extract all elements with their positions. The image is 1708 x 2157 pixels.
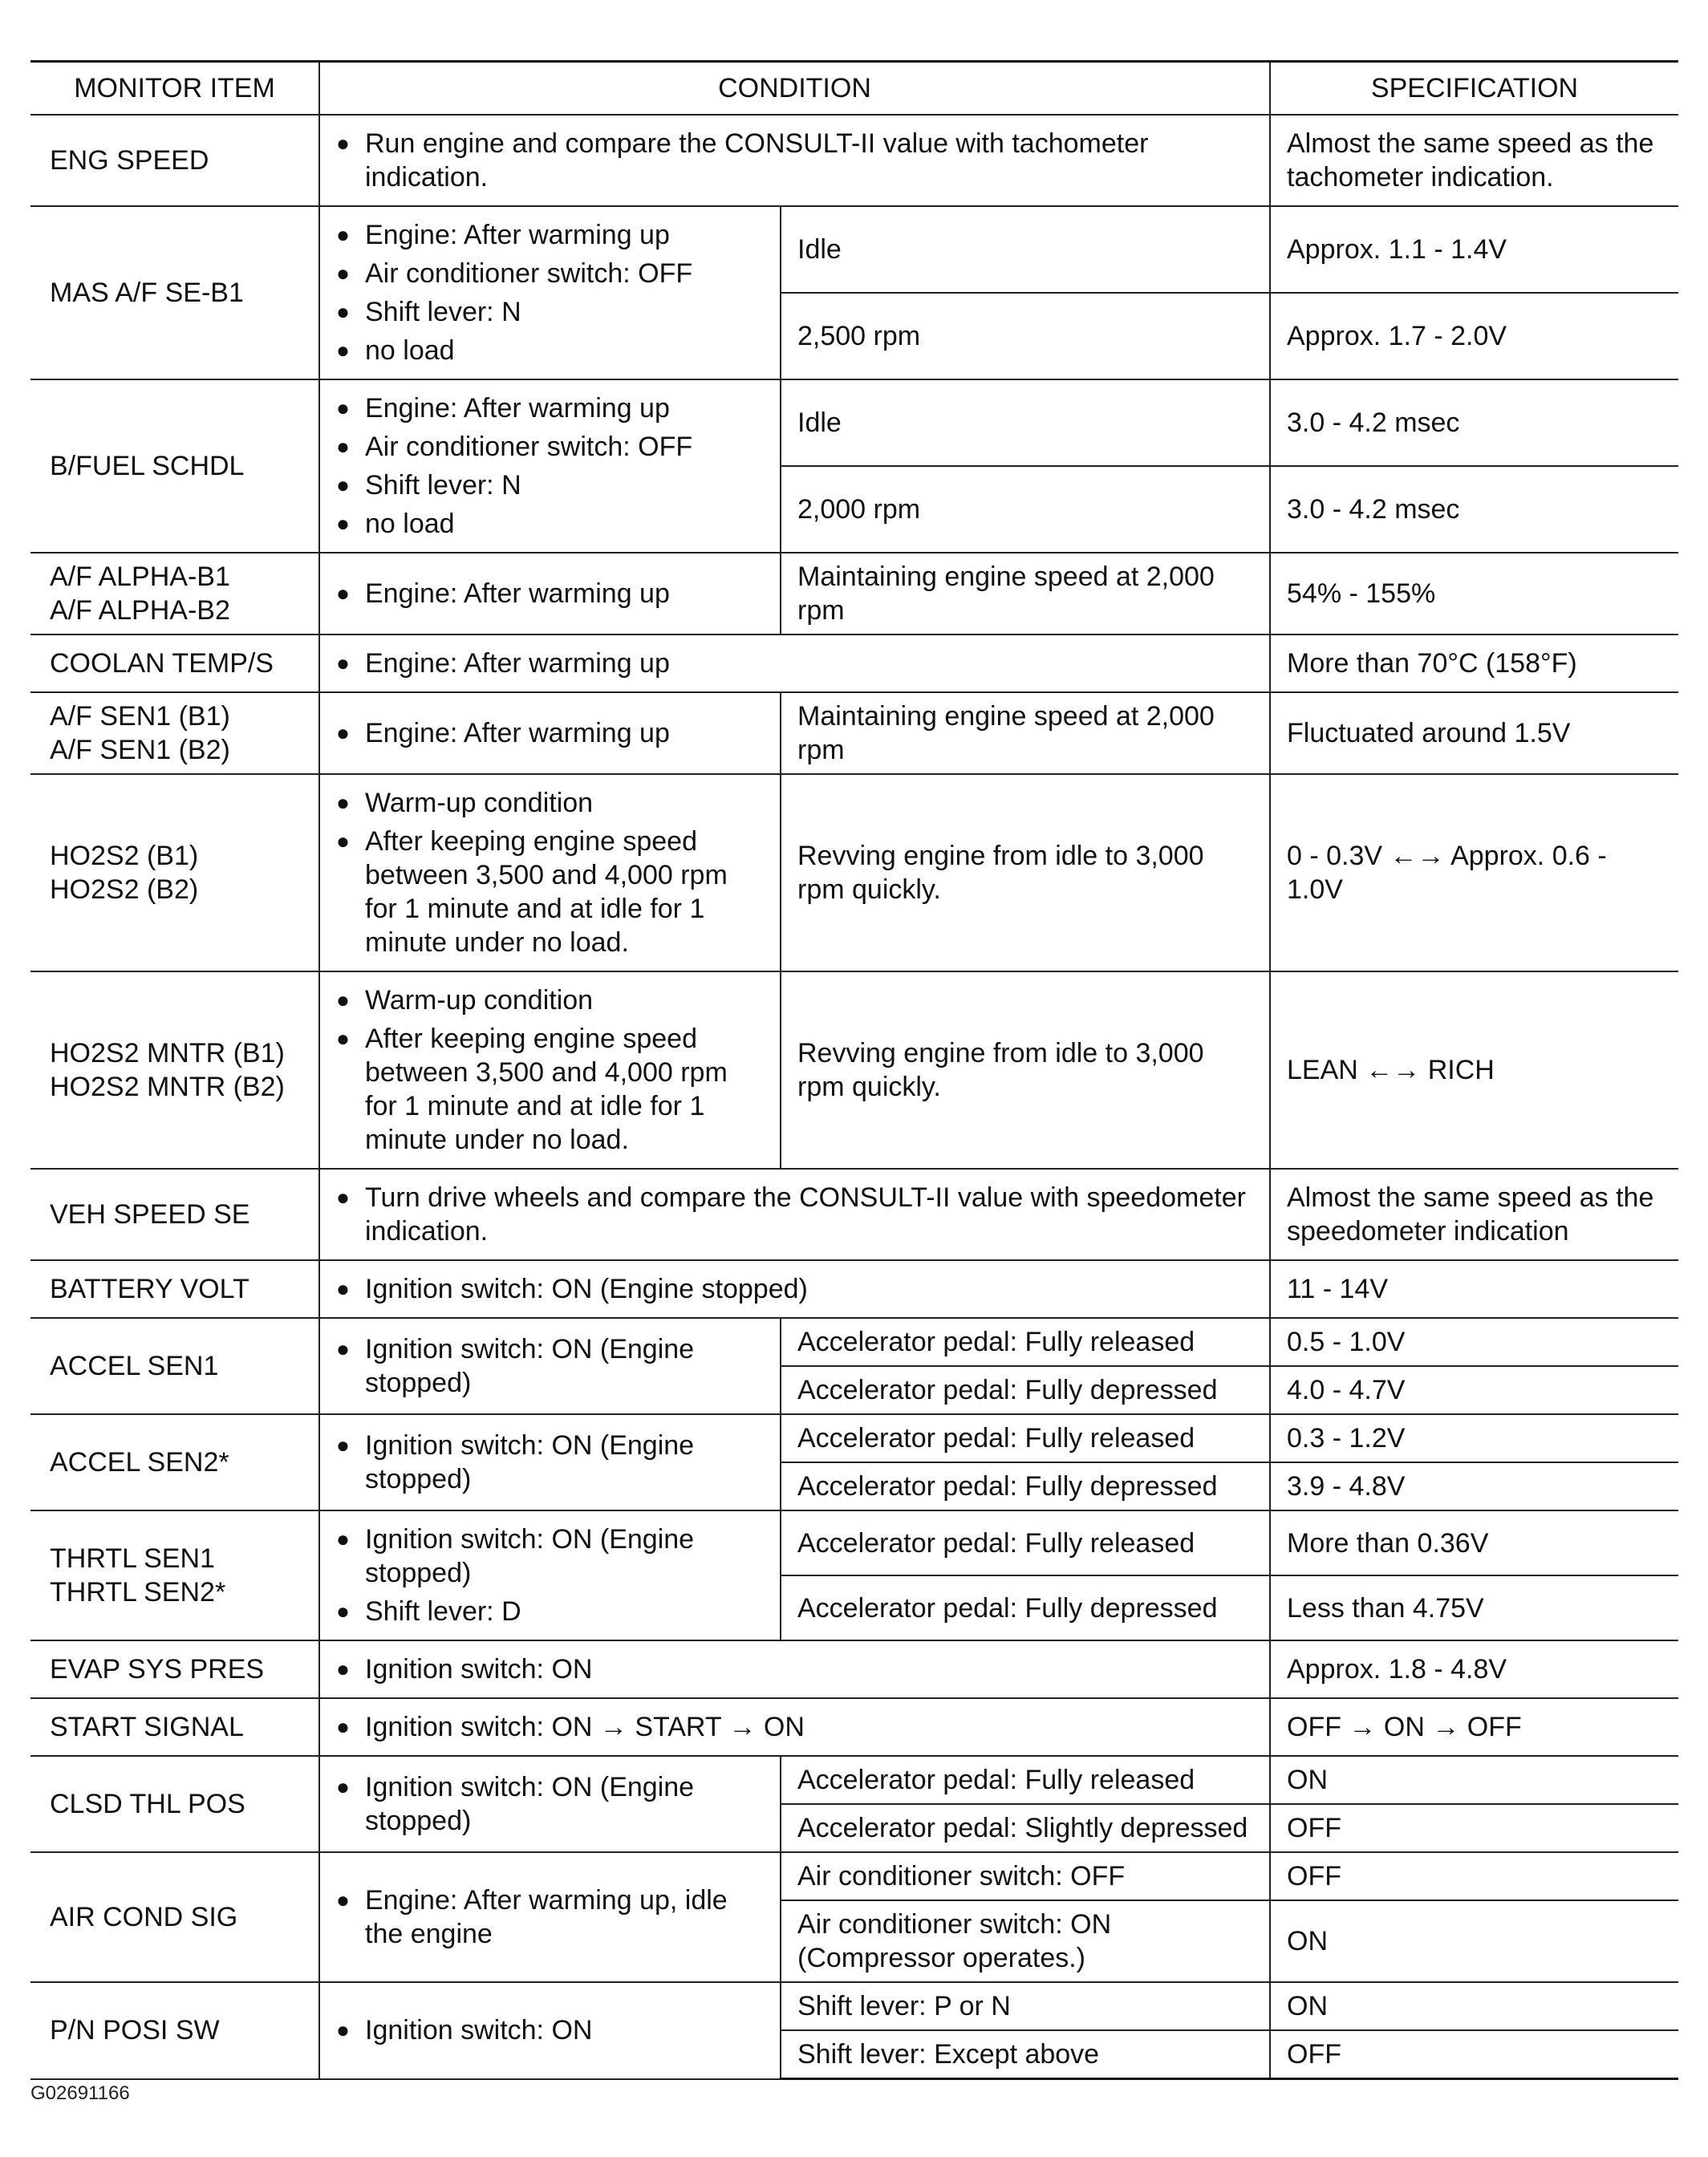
condition-cell (319, 1169, 1270, 1260)
table-row (30, 692, 1678, 774)
specification: 3.0 - 4.2 msec (1270, 466, 1678, 553)
monitor-item (30, 1756, 319, 1852)
condition-state: Accelerator pedal: Fully released (781, 1756, 1270, 1804)
monitor-item-name: BATTERY VOLT (50, 1274, 250, 1304)
condition-cell (319, 971, 781, 1169)
monitor-item-name: AIR COND SIG (50, 1902, 238, 1932)
condition-state: Accelerator pedal: Fully released (781, 1318, 1270, 1366)
condition-bullet: ● Air conditioner switch: OFF (336, 430, 764, 464)
condition-state: Shift lever: P or N (781, 1982, 1270, 2030)
monitor-item (30, 971, 319, 1169)
monitor-item (30, 692, 319, 774)
monitor-item (30, 1260, 319, 1318)
condition-cell (319, 1852, 781, 1982)
header-monitor-item: MONITOR ITEM (30, 62, 319, 116)
monitor-item (30, 635, 319, 692)
condition-bullet: ● no load (336, 334, 764, 367)
specification: Less than 4.75V (1270, 1575, 1678, 1640)
condition-state: Maintaining engine speed at 2,000 rpm (781, 692, 1270, 774)
table-row (30, 206, 1678, 293)
condition-state: Idle (781, 379, 1270, 466)
condition-cell (319, 553, 781, 635)
specification: 11 - 14V (1270, 1260, 1678, 1318)
condition-state: Idle (781, 206, 1270, 293)
condition-state: Revving engine from idle to 3,000 rpm quickly. (781, 971, 1270, 1169)
condition-bullet: ● Engine: After warming up (336, 577, 764, 610)
condition-bullet: ● Engine: After warming up (336, 716, 764, 750)
table-row (30, 1982, 1678, 2030)
condition-cell (319, 774, 781, 971)
condition-state: Accelerator pedal: Fully depressed (781, 1575, 1270, 1640)
specification: Approx. 1.8 - 4.8V (1270, 1640, 1678, 1698)
condition-cell (319, 1640, 1270, 1698)
monitor-item (30, 379, 319, 553)
monitor-item-name: HO2S2 (B2) (50, 874, 199, 905)
monitor-item-name: HO2S2 MNTR (B2) (50, 1072, 285, 1102)
condition-state: Maintaining engine speed at 2,000 rpm (781, 553, 1270, 635)
condition-state: Accelerator pedal: Fully depressed (781, 1462, 1270, 1510)
condition-bullet: ● Shift lever: D (336, 1595, 764, 1628)
specification: LEAN ←→ RICH (1270, 971, 1678, 1169)
condition-cell (319, 1260, 1270, 1318)
specification: Approx. 1.1 - 1.4V (1270, 206, 1678, 293)
monitor-item-name: A/F ALPHA-B2 (50, 595, 230, 626)
monitor-item (30, 1698, 319, 1756)
condition-bullet: ● After keeping engine speed between 3,500 and 4,000 rpm for 1 minute and at idle for 1 minute under no load. (336, 825, 764, 959)
specification: 3.0 - 4.2 msec (1270, 379, 1678, 466)
condition-state: Shift lever: Except above (781, 2030, 1270, 2079)
specification: ON (1270, 1982, 1678, 2030)
monitor-item-name: A/F ALPHA-B1 (50, 562, 230, 592)
monitor-item (30, 774, 319, 971)
condition-state: Accelerator pedal: Fully released (781, 1414, 1270, 1462)
condition-bullet: ● Engine: After warming up (336, 647, 1253, 680)
condition-bullet: ● Engine: After warming up (336, 218, 764, 252)
specification: ON (1270, 1900, 1678, 1982)
figure-code: G02691166 (30, 2082, 130, 2104)
monitor-item (30, 1318, 319, 1414)
table-row (30, 1756, 1678, 1804)
table-row (30, 1510, 1678, 1575)
table-row (30, 379, 1678, 466)
specification: Fluctuated around 1.5V (1270, 692, 1678, 774)
condition-bullet: ● Warm-up condition (336, 786, 764, 820)
condition-bullet: ● Ignition switch: ON (336, 2013, 764, 2047)
monitor-item-name: THRTL SEN1 (50, 1543, 215, 1574)
specification: OFF (1270, 2030, 1678, 2079)
condition-cell (319, 115, 1270, 206)
monitor-item-name: COOLAN TEMP/S (50, 648, 274, 679)
specification: 4.0 - 4.7V (1270, 1366, 1678, 1414)
header-condition: CONDITION (319, 62, 1270, 116)
monitor-item (30, 206, 319, 379)
table-body (30, 115, 1678, 2079)
table-row (30, 1169, 1678, 1260)
table-row (30, 1414, 1678, 1462)
specification: 0.5 - 1.0V (1270, 1318, 1678, 1366)
condition-bullet: ● Engine: After warming up (336, 391, 764, 425)
monitor-item (30, 1169, 319, 1260)
condition-state: Accelerator pedal: Fully depressed (781, 1366, 1270, 1414)
condition-cell (319, 635, 1270, 692)
condition-state: Air conditioner switch: ON (Compressor operates.) (781, 1900, 1270, 1982)
specification: Approx. 1.7 - 2.0V (1270, 293, 1678, 379)
monitor-item-name: HO2S2 MNTR (B1) (50, 1038, 285, 1068)
table-row (30, 1852, 1678, 1900)
condition-bullet: ● Shift lever: N (336, 468, 764, 502)
table-row (30, 1260, 1678, 1318)
condition-cell (319, 379, 781, 553)
condition-bullet: ● Ignition switch: ON (Engine stopped) (336, 1272, 1253, 1306)
monitor-item-name: B/FUEL SCHDL (50, 451, 245, 481)
condition-cell (319, 1756, 781, 1852)
condition-cell (319, 692, 781, 774)
header-row (30, 62, 1678, 116)
table-row (30, 635, 1678, 692)
condition-cell (319, 1698, 1270, 1756)
specification: 3.9 - 4.8V (1270, 1462, 1678, 1510)
condition-bullet: ● no load (336, 507, 764, 541)
condition-bullet: ● Turn drive wheels and compare the CONSULT-II value with speedometer indication. (336, 1181, 1253, 1248)
monitor-item-name: P/N POSI SW (50, 2015, 220, 2046)
condition-state: Revving engine from idle to 3,000 rpm quickly. (781, 774, 1270, 971)
table-row (30, 1640, 1678, 1698)
monitor-item (30, 115, 319, 206)
specification: ON (1270, 1756, 1678, 1804)
monitor-item-name: EVAP SYS PRES (50, 1654, 265, 1685)
monitor-item-name: ACCEL SEN1 (50, 1351, 219, 1381)
monitor-item-name: ENG SPEED (50, 145, 209, 176)
specification: Almost the same speed as the speedometer indication (1270, 1169, 1678, 1260)
header-specification: SPECIFICATION (1270, 62, 1678, 116)
monitor-spec-table (30, 60, 1678, 2080)
condition-state: Accelerator pedal: Slightly depressed (781, 1804, 1270, 1852)
monitor-item-name: HO2S2 (B1) (50, 841, 199, 871)
condition-cell (319, 1414, 781, 1510)
condition-bullet: ● Ignition switch: ON (Engine stopped) (336, 1429, 764, 1496)
table-row (30, 1318, 1678, 1366)
condition-cell (319, 1510, 781, 1640)
monitor-item-name: A/F SEN1 (B2) (50, 735, 230, 765)
table-row (30, 1698, 1678, 1756)
condition-bullet: ● Ignition switch: ON → START → ON (336, 1710, 1253, 1744)
condition-state: Accelerator pedal: Fully released (781, 1510, 1270, 1575)
condition-bullet: ● Ignition switch: ON (Engine stopped) (336, 1332, 764, 1400)
condition-state: Air conditioner switch: OFF (781, 1852, 1270, 1900)
table-row (30, 774, 1678, 971)
condition-bullet: ● After keeping engine speed between 3,500 and 4,000 rpm for 1 minute and at idle for 1 minute under no load. (336, 1022, 764, 1157)
table-row (30, 971, 1678, 1169)
condition-bullet: ● Air conditioner switch: OFF (336, 257, 764, 290)
specification: More than 0.36V (1270, 1510, 1678, 1575)
specification: OFF → ON → OFF (1270, 1698, 1678, 1756)
condition-state: 2,500 rpm (781, 293, 1270, 379)
specification: OFF (1270, 1852, 1678, 1900)
condition-bullet: ● Run engine and compare the CONSULT-II value with tachometer indication. (336, 127, 1253, 194)
table-row (30, 115, 1678, 206)
condition-bullet: ● Shift lever: N (336, 295, 764, 329)
spec-sheet (30, 60, 1678, 2080)
monitor-item (30, 1510, 319, 1640)
condition-cell (319, 206, 781, 379)
specification: 54% - 155% (1270, 553, 1678, 635)
condition-state: 2,000 rpm (781, 466, 1270, 553)
condition-bullet: ● Engine: After warming up, idle the engine (336, 1883, 764, 1951)
monitor-item-name: THRTL SEN2* (50, 1577, 226, 1608)
specification: OFF (1270, 1804, 1678, 1852)
monitor-item-name: MAS A/F SE-B1 (50, 278, 244, 308)
monitor-item-name: VEH SPEED SE (50, 1199, 250, 1230)
monitor-item-name: A/F SEN1 (B1) (50, 701, 230, 732)
condition-cell (319, 1982, 781, 2079)
monitor-item (30, 1982, 319, 2079)
monitor-item (30, 1640, 319, 1698)
condition-bullet: ● Ignition switch: ON (336, 1652, 1253, 1686)
condition-cell (319, 1318, 781, 1414)
monitor-item (30, 553, 319, 635)
monitor-item (30, 1414, 319, 1510)
condition-bullet: ● Ignition switch: ON (Engine stopped) (336, 1522, 764, 1590)
table-row (30, 553, 1678, 635)
specification: 0 - 0.3V ←→ Approx. 0.6 - 1.0V (1270, 774, 1678, 971)
monitor-item-name: ACCEL SEN2* (50, 1447, 229, 1478)
specification: 0.3 - 1.2V (1270, 1414, 1678, 1462)
monitor-item-name: START SIGNAL (50, 1712, 244, 1742)
monitor-item-name: CLSD THL POS (50, 1789, 245, 1819)
monitor-item (30, 1852, 319, 1982)
specification: More than 70°C (158°F) (1270, 635, 1678, 692)
specification: Almost the same speed as the tachometer indication. (1270, 115, 1678, 206)
condition-bullet: ● Ignition switch: ON (Engine stopped) (336, 1770, 764, 1838)
condition-bullet: ● Warm-up condition (336, 983, 764, 1017)
